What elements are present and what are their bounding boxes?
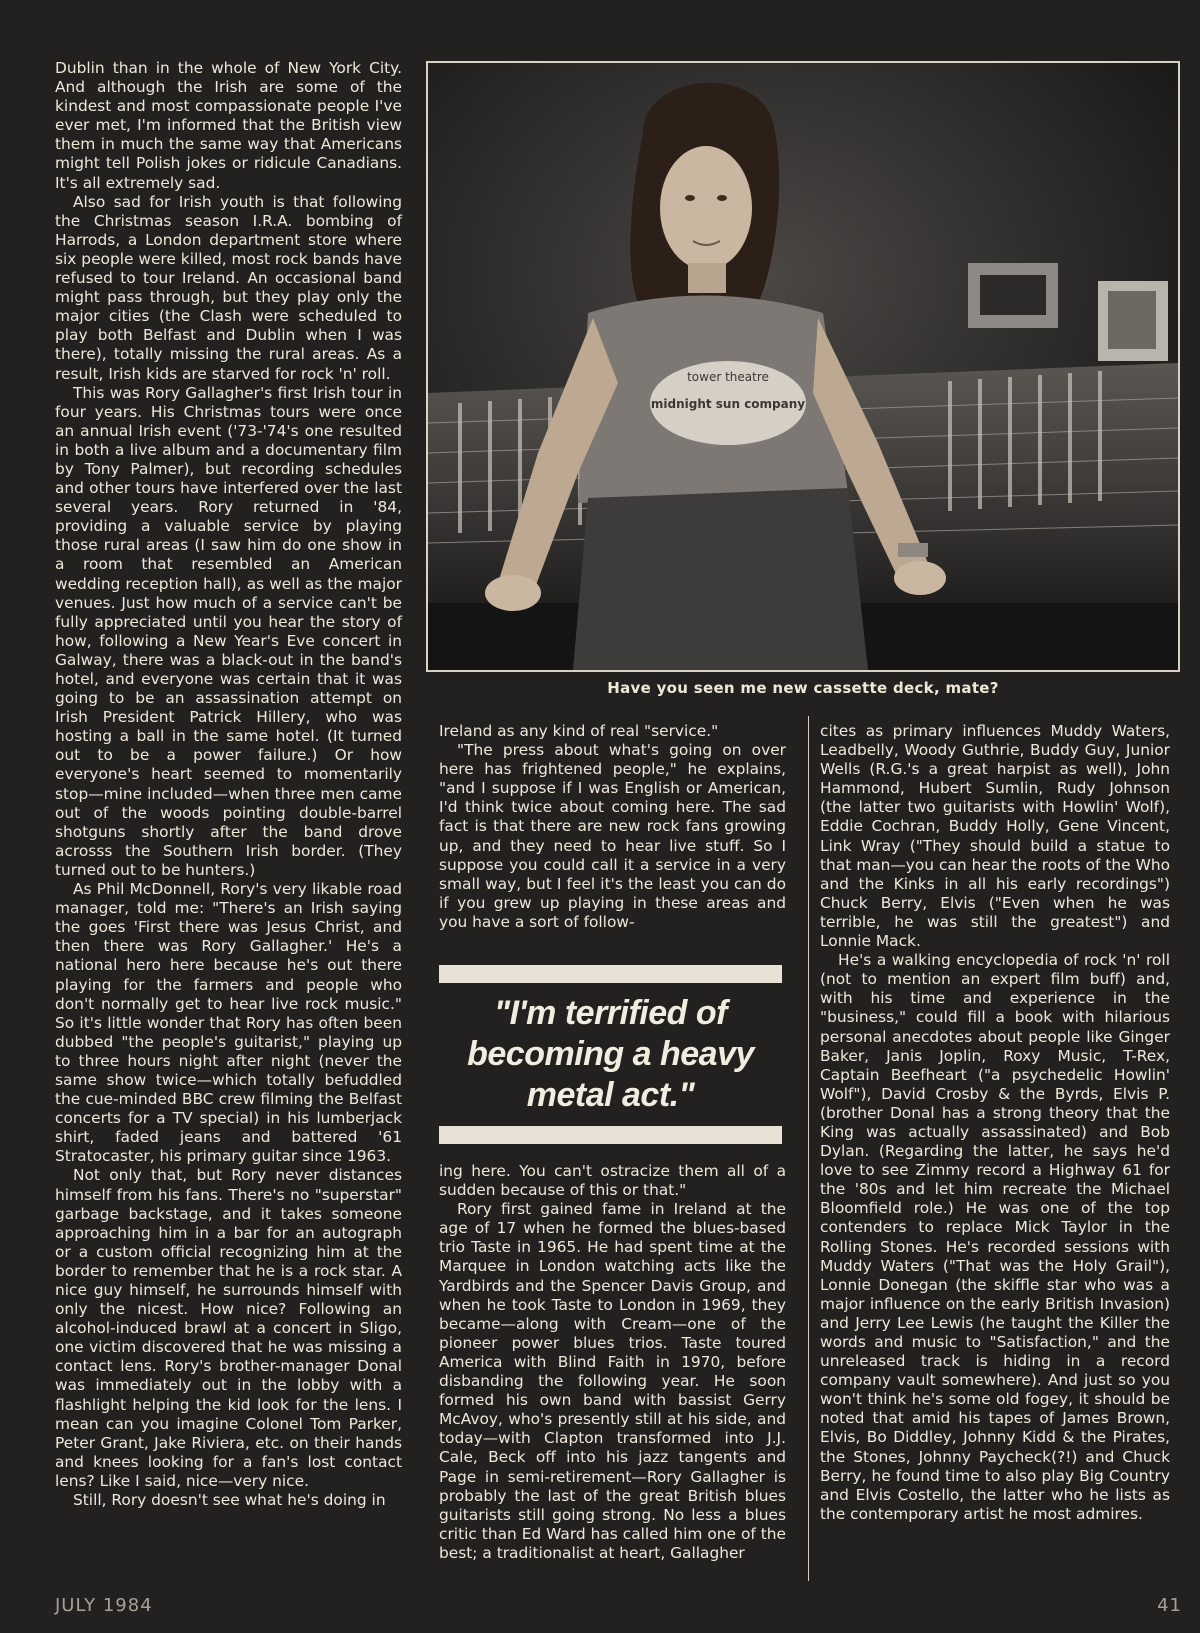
paragraph: This was Rory Gallagher's first Irish tour in four years. His Christmas tours were once an annual Irish event ('73-'74's one resulted in both a live album and a documentary film by Tony Palmer), but recording schedules and other tours have interfered over the last several years. Rory returned in '84, providing a valuable service by playing those rural areas (I saw him do one show in a room that resembled an American wedding reception hall), as well as the major venues. Just how much of a service can't be fully appreciated until you hear the story of how, following a New Year's Eve concert in Galway, there was a black-out in the band's hotel, and everyone was certain that it was going to be an assassination attempt on Irish President Patrick Hillery, who was hosting a ball in the same hotel. (It turned out to be a power failure.) Or how everyone's heart seemed to momentarily stop—mine included—when three men came out of the woods pointing double-barrel shotguns shortly after the band drove acrosss the Southern Irish border. (They turned out to be hunters.) — [55, 383, 402, 879]
photo-illustration — [428, 63, 1178, 670]
paragraph: As Phil McDonnell, Rory's very likable road manager, told me: "There's an Irish saying the goes 'First there was Jesus Christ, and then there was Rory Gallagher.' He's a national hero here because he's out there playing for the farmers and people who don't normally get to hear live rock music." So it's little wonder that Rory has often been dubbed "the people's guitarist," playing up to three hours night after night (never the same show twice—which totally befuddled the cue-minded BBC crew filming the Belfast concerts for a TV special) in his lumberjack shirt, faded jeans and battered '61 Stratocaster, his primary guitar since 1963. — [55, 880, 402, 1166]
article-column-3 — [820, 722, 1170, 1524]
shirt-text: midnight sun company — [650, 397, 806, 411]
paragraph: He's a walking encyclopedia of rock 'n' roll (not to mention an expert film buff) and, with his time and experience in the "business," could fill a book with hilarious personal anecdotes about people like Ginger Baker, Janis Joplin, Roxy Music, T-Rex, Captain Beefheart ("a psychedelic Howlin' Wolf"), David Crosby & the Byrds, Elvis P. (brother Donal has a strong theory that the King was actually assassinated) and Bob Dylan. (Regarding the latter, he says he'd love to see Zimmy record a Highway 61 for the '80s and let him recreate the Michael Bloomfield role.) He was one of the top contenders to replace Mick Taylor in the Rolling Stones. He's recorded sessions with Muddy Waters ("That was the Holy Grail"), Lonnie Donegan (the skiffle star who was a major influence on the early British Invasion) and Jerry Lee Lewis (he taught the Killer the words and music to "Satisfaction," and the unreleased track is hiding in a record company vault somewhere). And just so you won't think he's some old fogey, it should be noted that amid his tapes of James Brown, Elvis, Bo Diddley, Johnny Kidd & the Pirates, the Stones, Johnny Paycheck(?!) and Chuck Berry, he found time to also play Big Country and Elvis Costello, the latter who he lists as the contemporary artist he most admires. — [820, 951, 1170, 1523]
paragraph: Not only that, but Rory never distances himself from his fans. There's no "superstar" garbage backstage, and it takes someone approaching him in a bar for an autograph or a custom official recognizing him at the border to remember that he is a rock star. A nice guy himself, he surrounds himself with only the nicest. How nice? Following an alcohol-induced brawl at a concert in Sligo, one victim discovered that he was missing a contact lens. Rory's brother-manager Donal was immediately out in the lobby with a flashlight helping the kid look for the lens. I mean can you imagine Colonel Tom Parker, Peter Grant, Jake Riviera, etc. on their hands and knees looking for a fan's lost contact lens? Like I said, nice—very nice. — [55, 1166, 402, 1490]
article-photo — [426, 61, 1180, 672]
paragraph: Rory first gained fame in Ireland at the age of 17 when he formed the blues-based trio Taste in 1965. He had spent time at the Marquee in London watching acts like the Yardbirds and the Spencer Davis Group, and when he took Taste to London in 1969, they became—along with Cream—one of the pioneer power blues trios. Taste toured America with Blind Faith in 1970, before disbanding the following year. He soon formed his own band with bassist Gerry McAvoy, who's presently still at his side, and today—with Clapton transformed into J.J. Cale, Beck off into his jazz tangents and Page in semi-retirement—Rory Gallagher is probably the last of the great British blues guitarists still going strong. No less a blues critic than Ed Ward has called him one of the best; a traditionalist at heart, Gallagher — [439, 1200, 786, 1562]
paragraph: Also sad for Irish youth is that following the Christmas season I.R.A. bombing of Harrods, a London department store where six people were killed, most rock bands have refused to tour Ireland. An occasional band might pass through, but they play only the major cities (the Clash were scheduled to play both Belfast and Dublin when I was there), totally missing the rural areas. As a result, Irish kids are starved for rock 'n' roll. — [55, 192, 402, 383]
article-column-2-top — [439, 722, 786, 932]
photo-caption: Have you seen me new cassette deck, mate? — [607, 679, 999, 697]
shirt-text: tower theatre — [687, 370, 769, 384]
paragraph: "The press about what's going on over here has frightened people," he explains, "and I suppose if I was English or American, I'd think twice about coming here. The sad fact is that there are new rock fans growing up, and they need to hear live stuff. So I suppose you could call it a service in a very small way, but I feel it's the least you can do if you grew up playing in these areas and you have a sort of follow- — [439, 741, 786, 931]
paragraph: Still, Rory doesn't see what he's doing in — [73, 1491, 386, 1510]
paragraph: Ireland as any kind of real "service." — [439, 722, 719, 740]
paragraph: Dublin than in the whole of New York City. And although the Irish are some of the kindest and most compassionate people I've ever met, I'm informed that the British view them in much the same way that Americans might tell Polish jokes or ridicule Canadians. It's all extremely sad. — [55, 59, 402, 192]
issue-date: JULY 1984 — [55, 1595, 153, 1616]
pull-quote-rule-top — [439, 965, 782, 983]
pull-quote: "I'm terrified of becoming a heavy metal act." — [467, 994, 754, 1114]
column-divider — [808, 716, 809, 1581]
wristwatch — [898, 543, 928, 557]
article-column-1 — [55, 59, 402, 1510]
page-number: 41 — [1157, 1595, 1182, 1616]
paragraph: ing here. You can't ostracize them all of a sudden because of this or that." — [439, 1162, 786, 1200]
pull-quote-rule-bottom — [439, 1126, 782, 1144]
paragraph: cites as primary influences Muddy Waters, Leadbelly, Woody Guthrie, Buddy Guy, Junior Wells (R.G.'s a great harpist as well), John Hammond, Hubert Sumlin, Rudy Johnson (the latter two guitarists with Howlin' Wolf), Eddie Cochran, Buddy Holly, Gene Vincent, Link Wray ("They should build a statue to that man—you can hear the roots of the Who and the Kinks in all his early recordings") Chuck Berry, Elvis ("Even when he was terrible, he was still the greatest") and Lonnie Mack. — [820, 722, 1170, 951]
article-column-2-bottom — [439, 1162, 786, 1563]
